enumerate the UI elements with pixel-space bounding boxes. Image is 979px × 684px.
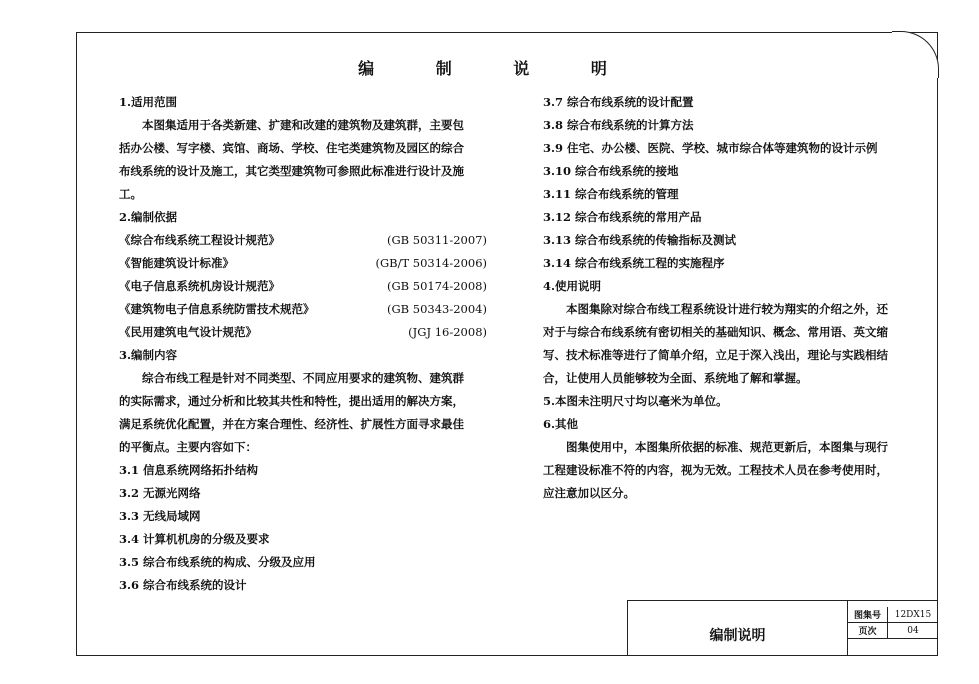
contents-item: 3.8 综合布线系统的计算方法 [543, 118, 694, 132]
paragraph-line: 应注意加以区分。 [543, 486, 635, 500]
atlas-number-value: 12DX15 [888, 607, 938, 623]
reference-row [119, 275, 491, 298]
page-value: 04 [888, 623, 938, 639]
contents-item: 3.5 综合布线系统的构成、分级及应用 [119, 555, 316, 569]
section-heading: 1.适用范围 [119, 95, 178, 109]
paragraph-line: 的实际需求，通过分析和比较其共性和特性，提出适用的解决方案， [119, 394, 464, 408]
title-block [627, 600, 938, 656]
contents-item: 3.6 综合布线系统的设计 [119, 578, 247, 592]
paragraph-line: 本图集适用于各类新建、扩建和改建的建筑物及建筑群，主要包 [142, 118, 464, 132]
reference-row [119, 321, 491, 344]
reference-code: (GB/T 50314-2006) [375, 256, 487, 270]
paragraph-line: 括办公楼、写字楼、宾馆、商场、学校、住宅类建筑物及园区的综合 [119, 141, 464, 155]
paragraph-line: 满足系统优化配置，并在方案合理性、经济性、扩展性方面寻求最佳 [119, 417, 464, 431]
reference-code: (JGJ 16-2008) [408, 325, 487, 339]
contents-item: 3.2 无源光网络 [119, 486, 201, 500]
paragraph-line: 合，让使用人员能够较为全面、系统地了解和掌握。 [543, 371, 808, 385]
reference-name: 《民用建筑电气设计规范》 [119, 325, 257, 339]
contents-item: 3.9 住宅、办公楼、医院、学校、城市综合体等建筑物的设计示例 [543, 141, 878, 155]
reference-name: 《建筑物电子信息系统防雷技术规范》 [119, 302, 315, 316]
paragraph-line: 的平衡点。主要内容如下： [119, 440, 257, 454]
contents-item: 3.12 综合布线系统的常用产品 [543, 210, 702, 224]
left-column [119, 91, 507, 597]
paragraph-line: 工程建设标准不符的内容，视为无效。工程技术人员在参考使用时， [543, 463, 888, 477]
contents-item: 3.10 综合布线系统的接地 [543, 164, 679, 178]
contents-item: 3.7 综合布线系统的设计配置 [543, 95, 694, 109]
reference-row [119, 252, 491, 275]
section-heading: 5.本图未注明尺寸均以毫米为单位。 [543, 394, 728, 408]
contents-item: 3.11 综合布线系统的管理 [543, 187, 679, 201]
reference-code: (GB 50174-2008) [386, 279, 487, 293]
page-label: 页次 [848, 623, 888, 639]
reference-name: 《综合布线系统工程设计规范》 [119, 233, 280, 247]
drawing-title: 编制说明 [628, 601, 848, 656]
contents-item: 3.13 综合布线系统的传输指标及测试 [543, 233, 737, 247]
paragraph-line: 布线系统的设计及施工，其它类型建筑物可参照此标准进行设计及施 [119, 164, 464, 178]
paragraph-line: 本图集除对综合布线工程系统设计进行较为翔实的介绍之外，还 [566, 302, 888, 316]
reference-name: 《智能建筑设计标准》 [119, 256, 234, 270]
paragraph-line: 写、技术标准等进行了简单介绍，立足于深入浅出，理论与实践相结 [543, 348, 888, 362]
reference-row [119, 229, 491, 252]
contents-item: 3.4 计算机机房的分级及要求 [119, 532, 270, 546]
reference-name: 《电子信息系统机房设计规范》 [119, 279, 280, 293]
section-heading: 4.使用说明 [543, 279, 602, 293]
atlas-number-label: 图集号 [848, 607, 888, 623]
page-title: 编 制 说 明 [358, 59, 635, 78]
paragraph-line: 图集使用中，本图集所依据的标准、规范更新后，本图集与现行 [566, 440, 888, 454]
contents-item: 3.1 信息系统网络拓扑结构 [119, 463, 259, 477]
section-heading: 2.编制依据 [119, 210, 178, 224]
contents-item: 3.14 综合布线系统工程的实施程序 [543, 256, 725, 270]
reference-code: (GB 50311-2007) [386, 233, 487, 247]
paragraph-line: 对于与综合布线系统有密切相关的基础知识、概念、常用语、英文缩 [543, 325, 888, 339]
section-heading: 6.其他 [543, 417, 579, 431]
title-block-meta [848, 607, 938, 656]
section-heading: 3.编制内容 [119, 348, 178, 362]
reference-code: (GB 50343-2004) [386, 302, 487, 316]
contents-item: 3.3 无线局域网 [119, 509, 201, 523]
reference-row [119, 298, 491, 321]
paragraph-line: 综合布线工程是针对不同类型、不同应用要求的建筑物、建筑群 [142, 371, 464, 385]
right-column [543, 91, 913, 505]
paragraph-line: 工。 [119, 187, 142, 201]
